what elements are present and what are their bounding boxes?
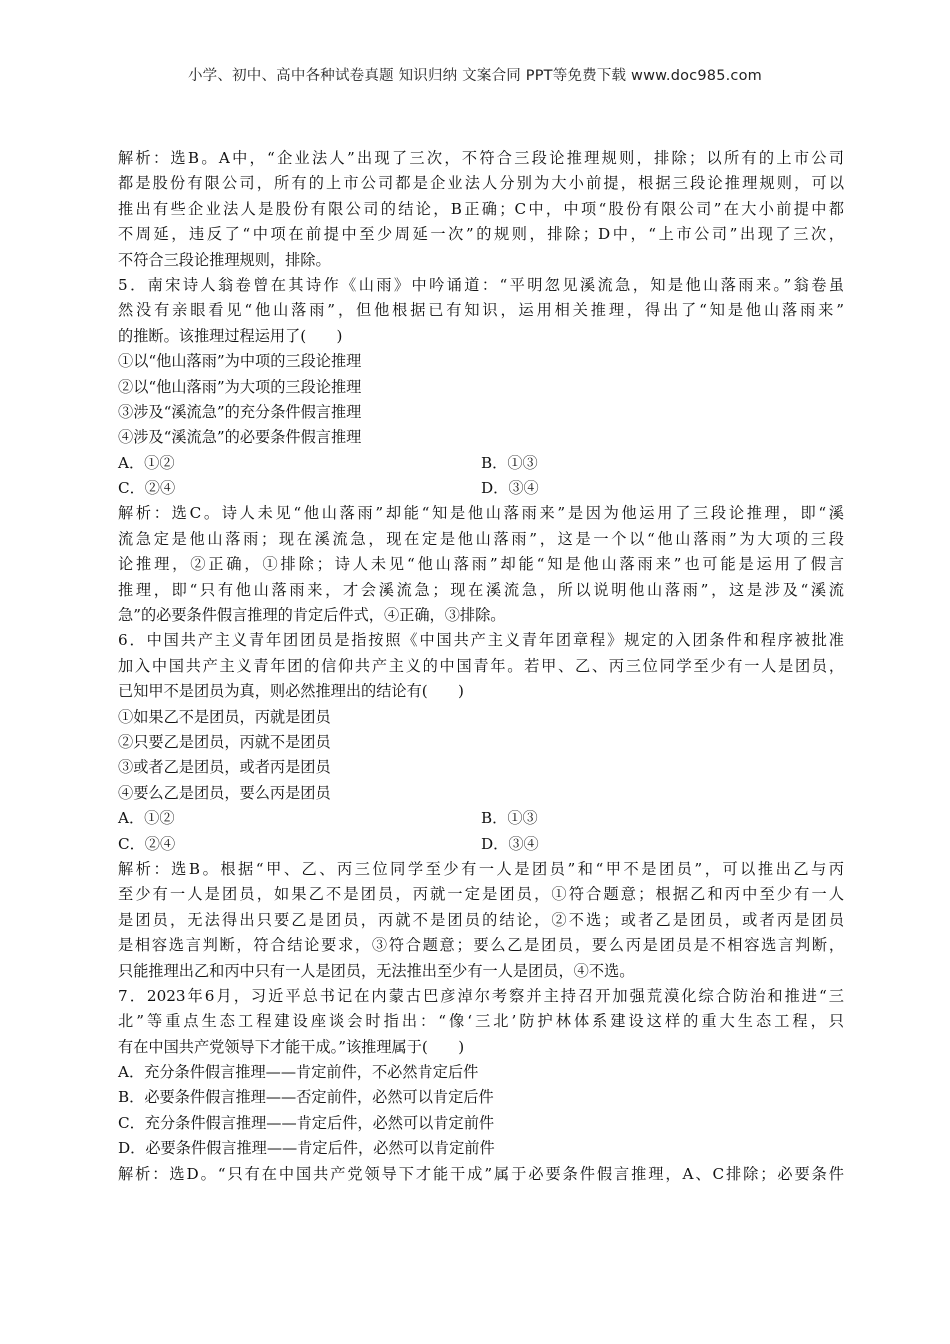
statement-item: ④涉及“溪流急”的必要条件假言推理	[118, 428, 362, 447]
question-stem-line: 加入中国共产主义青年团的信仰共产主义的中国青年。若甲、乙、丙三位同学至少有一人是团员，	[118, 656, 844, 675]
question-stem-line: 7．2023年6月，习近平总书记在内蒙古巴彦淖尔考察并主持召开加强荒漠化综合防治和推进“三	[118, 986, 844, 1005]
option-b: B．必要条件假言推理——否定前件，必然可以肯定后件	[118, 1088, 494, 1107]
question-stem-line: 有在中国共产党领导下才能干成。”该推理属于( )	[118, 1037, 465, 1056]
analysis-line: 解析：选C。诗人未见“他山落雨”却能“知是他山落雨来”是因为他运用了三段论推理，即“溪	[118, 504, 844, 523]
option-d: D．③④	[481, 834, 539, 853]
option-row	[118, 476, 844, 501]
analysis-line: 不符合三段论推理规则，排除。	[118, 250, 331, 269]
analysis-line: 是团员，无法得出只要乙是团员，丙就不是团员的结论，②不选；或者乙是团员，或者丙是团员	[118, 910, 844, 929]
analysis-line: 解析：选D。“只有在中国共产党领导下才能干成”属于必要条件假言推理，A、C排除；必要条件	[118, 1164, 844, 1183]
question-6	[118, 628, 844, 983]
question-stem-line: 然没有亲眼看见“他山落雨”，但他根据已有知识，运用相关推理，得出了“知是他山落雨来”	[118, 301, 844, 320]
analysis-line: 是相容选言判断，符合结论要求，③符合题意；要么乙是团员，要么丙是团员是不相容选言判断，	[118, 936, 844, 955]
analysis-line: 论推理，②正确，①排除；诗人未见“他山落雨”却能“知是他山落雨来”也可能是运用了假言	[118, 555, 844, 574]
option-a: A．充分条件假言推理——肯定前件，不必然肯定后件	[118, 1063, 479, 1082]
page-header: 小学、初中、高中各种试卷真题 知识归纳 文案合同 PPT等免费下载 www.doc985.com	[187, 68, 763, 84]
option-row	[118, 832, 844, 857]
question-stem-line: 已知甲不是团员为真，则必然推理出的结论有( )	[118, 682, 464, 701]
statement-item: ②以“他山落雨”为大项的三段论推理	[118, 377, 362, 396]
option-d: D．③④	[481, 479, 539, 498]
option-c: C．②④	[118, 834, 176, 853]
option-c: C．②④	[118, 479, 176, 498]
option-b: B．①③	[481, 453, 538, 472]
option-c: C．充分条件假言推理——肯定后件，必然可以肯定前件	[118, 1113, 495, 1132]
statement-item: ②只要乙是团员，丙就不是团员	[118, 732, 331, 751]
analysis-line: 流急定是他山落雨；现在溪流急，现在定是他山落雨”，这是一个以“他山落雨”为大项的三段	[118, 529, 844, 548]
statement-item: ①以“他山落雨”为中项的三段论推理	[118, 352, 362, 371]
option-row	[118, 806, 844, 831]
q4-analysis	[118, 146, 844, 273]
question-stem-line: 6．中国共产主义青年团团员是指按照《中国共产主义青年团章程》规定的入团条件和程序被批准	[118, 631, 844, 650]
option-d: D．必要条件假言推理——肯定后件，必然可以肯定前件	[118, 1139, 495, 1158]
statement-item: ③或者乙是团员，或者丙是团员	[118, 758, 331, 777]
analysis-line: 急”的必要条件假言推理的肯定后件式，④正确，③排除。	[118, 606, 506, 625]
analysis-line: 推出有些企业法人是股份有限公司的结论，B正确；C中，中项“股份有限公司”在大小前提中都	[118, 199, 844, 218]
statement-item: ①如果乙不是团员，丙就是团员	[118, 707, 331, 726]
option-b: B．①③	[481, 809, 538, 828]
option-a: A．①②	[118, 809, 175, 828]
analysis-line: 解析：选B。A中，“企业法人”出现了三次，不符合三段论推理规则，排除；以所有的上市公司	[118, 149, 844, 167]
question-5	[118, 273, 844, 628]
analysis-line: 都是股份有限公司，所有的上市公司都是企业法人分别为大小前提，根据三段论推理规则，可以	[118, 174, 844, 193]
analysis-line: 解析：选B。根据“甲、乙、丙三位同学至少有一人是团员”和“甲不是团员”，可以推出乙与丙	[118, 859, 844, 878]
analysis-line: 只能推理出乙和丙中只有一人是团员，无法推出至少有一人是团员，④不选。	[118, 961, 635, 980]
option-row	[118, 451, 844, 476]
analysis-line: 至少有一人是团员，如果乙不是团员，丙就一定是团员，①符合题意；根据乙和丙中至少有一人	[118, 885, 844, 904]
analysis-line: 不周延，违反了“中项在前提中至少周延一次”的规则，排除；D中，“上市公司”出现了三次，	[118, 225, 844, 244]
analysis-line: 推理，即“只有他山落雨来，才会溪流急；现在溪流急，所以说明他山落雨”，这是涉及“溪流	[118, 580, 844, 599]
question-stem-line: 的推断。该推理过程运用了( )	[118, 326, 343, 345]
option-a: A．①②	[118, 453, 175, 472]
statement-item: ④要么乙是团员，要么丙是团员	[118, 783, 331, 802]
question-7	[118, 984, 844, 1187]
question-stem-line: 5．南宋诗人翁卷曾在其诗作《山雨》中吟诵道：“平明忽见溪流急，知是他山落雨来。”翁卷虽	[118, 275, 844, 294]
question-stem-line: 北”等重点生态工程建设座谈会时指出：“像‘三北’防护林体系建设这样的重大生态工程，只	[118, 1012, 844, 1031]
statement-item: ③涉及“溪流急”的充分条件假言推理	[118, 402, 362, 421]
document-body	[118, 146, 844, 1187]
